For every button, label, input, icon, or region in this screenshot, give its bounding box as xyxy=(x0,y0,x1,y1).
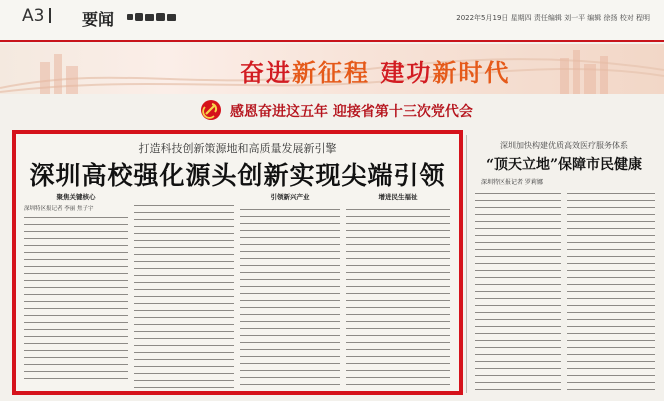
column-text-1 xyxy=(24,214,128,384)
slogan-banner xyxy=(0,44,664,94)
column-text-4 xyxy=(346,206,450,390)
article-column-1 xyxy=(24,192,128,390)
side-article-byline: 深圳特区报记者 罗莉娜 xyxy=(481,179,543,186)
logo-mark-2 xyxy=(135,13,143,21)
side-article-kicker: 深圳加快构建优质高效医疗服务体系 xyxy=(500,141,628,150)
edition-info: 2022年5月19日 星期四 责任编辑 刘一平 编辑 徐扬 校对 程明 xyxy=(456,14,650,22)
building-2 xyxy=(54,54,62,94)
logo-mark-1 xyxy=(127,14,133,20)
congress-strip xyxy=(150,98,500,124)
masthead-divider xyxy=(49,8,51,23)
logo-mark-4 xyxy=(156,13,165,21)
article-headline: 深圳高校强化源头创新实现尖端引领 xyxy=(29,161,446,190)
banner-slogan xyxy=(240,53,510,88)
page-number-text: A3 xyxy=(22,6,45,26)
side-article-column-1 xyxy=(475,190,561,390)
page-masthead xyxy=(0,0,664,42)
building-6 xyxy=(584,64,596,94)
congress-label: 感恩奋进这五年 迎接省第十三次党代会 xyxy=(230,104,473,120)
column-divider xyxy=(466,135,467,393)
column-heading-2: 引领新兴产业 xyxy=(270,193,310,201)
column-text-3 xyxy=(240,206,340,390)
article-column-4 xyxy=(346,192,450,390)
newspaper-logo xyxy=(127,12,189,22)
column-heading-3: 增进民生福祉 xyxy=(378,193,418,201)
page-number xyxy=(22,6,56,26)
column-heading-1: 聚焦关键核心 xyxy=(56,193,96,201)
building-5 xyxy=(573,50,580,94)
featured-article[interactable] xyxy=(12,130,463,395)
article-column-3 xyxy=(240,192,340,390)
slogan-part-2: 新征程 xyxy=(292,58,370,87)
party-emblem-icon xyxy=(200,99,222,121)
side-article-headline: “顶天立地”保障市民健康 xyxy=(485,157,643,173)
building-3 xyxy=(66,66,78,94)
article-column-2 xyxy=(134,202,234,390)
article-byline: 深圳特区报记者 李丽 焦子宇 xyxy=(24,206,94,212)
side-article-column-2 xyxy=(567,190,655,390)
slogan-part-1: 奋进 xyxy=(240,58,292,87)
building-4 xyxy=(560,58,569,94)
logo-mark-3 xyxy=(145,14,154,21)
section-title: 要闻 xyxy=(82,10,115,29)
building-1 xyxy=(40,62,50,94)
article-body xyxy=(24,192,452,392)
side-article[interactable] xyxy=(469,130,659,395)
slogan-part-4: 新时代 xyxy=(432,58,511,87)
slogan-part-3: 建功 xyxy=(370,58,433,87)
logo-mark-5 xyxy=(167,14,176,21)
building-7 xyxy=(600,56,608,94)
article-subtitle: 打造科技创新策源地和高质量发展新引擎 xyxy=(138,142,337,155)
